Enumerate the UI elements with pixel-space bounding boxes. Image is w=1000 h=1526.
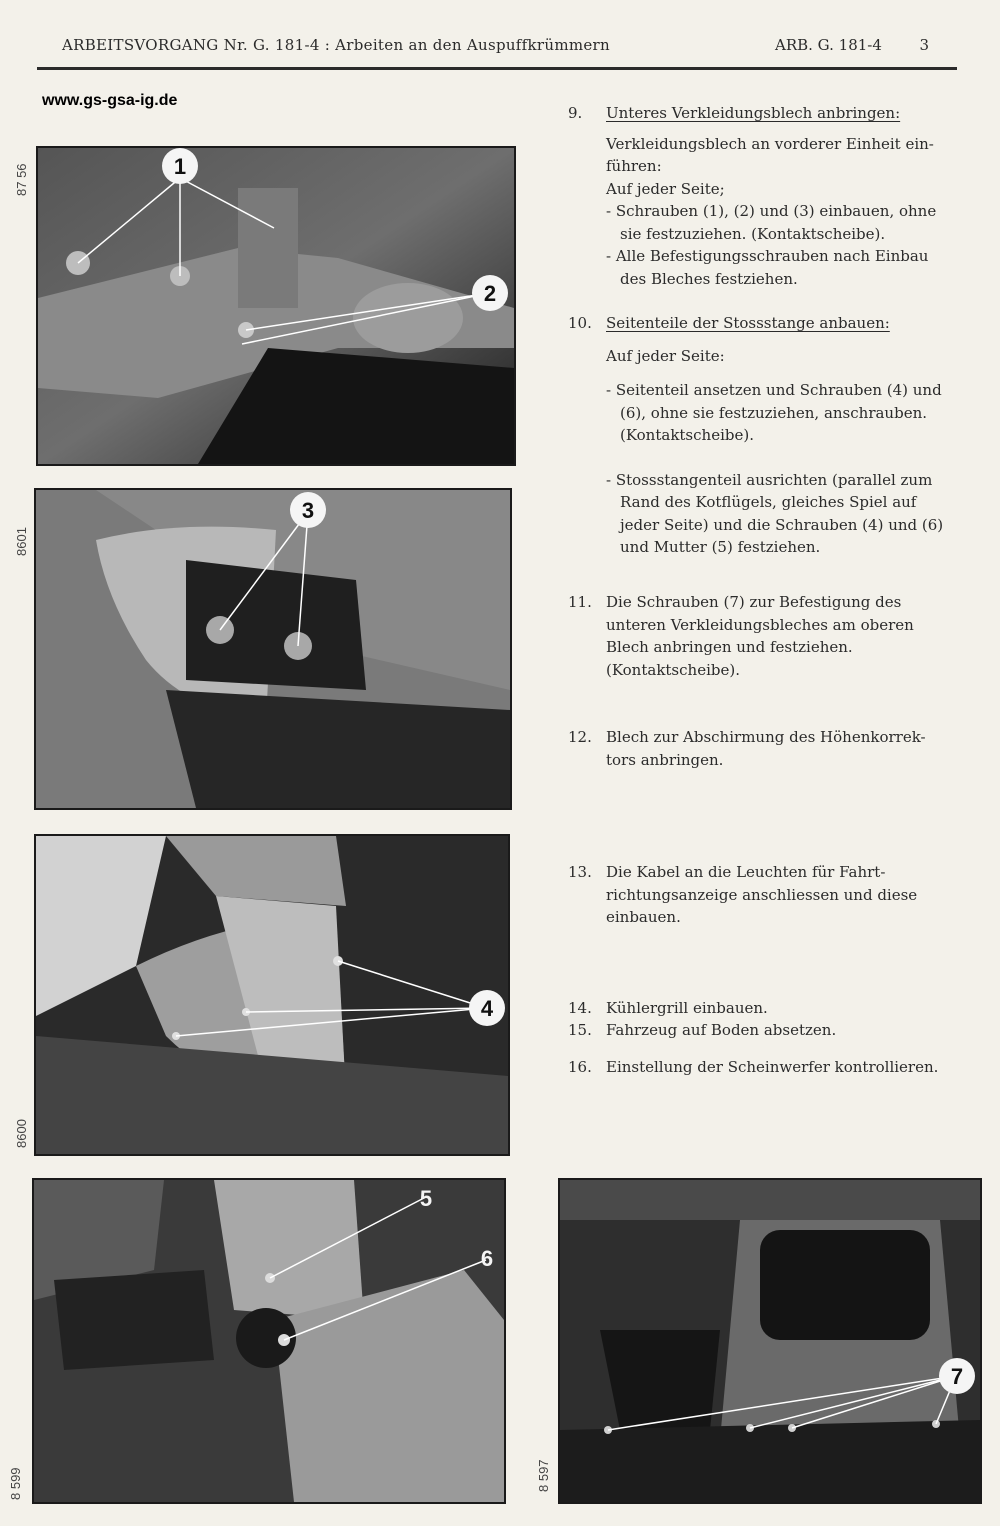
callout-3: 3 xyxy=(301,498,315,523)
callout-1: 1 xyxy=(173,154,187,179)
step-bullet: - Schrauben (1), (2) und (3) einbauen, ohne sie festzuziehen. (Kontaktscheibe). xyxy=(606,202,937,243)
photo-ref-4: 8 599 xyxy=(8,1467,23,1500)
step-number: 14. xyxy=(568,999,592,1017)
step-number: 15. xyxy=(568,1021,592,1039)
step-number: 11. xyxy=(568,593,592,611)
website-link[interactable]: www.gs-gsa-ig.de xyxy=(42,92,178,109)
photo-ref-3: 8600 xyxy=(14,1119,29,1148)
step-text: Blech zur Abschirmung des Höhenkorrek- tors anbringen. xyxy=(606,728,926,769)
step-title: Unteres Verkleidungsblech anbringen: xyxy=(606,104,901,122)
callout-4: 4 xyxy=(480,996,494,1021)
step-number: 12. xyxy=(568,728,592,746)
header-ref: ARB. G. 181-4 xyxy=(775,36,882,54)
step-title: Seitenteile der Stossstange anbauen: xyxy=(606,314,890,332)
step-line: Verkleidungsblech an vorderer Einheit ein- xyxy=(606,134,934,153)
step-bullet: - Seitenteil ansetzen und Schrauben (4) und (6), ohne sie festzuziehen, anschrauben. (Kontaktscheibe). xyxy=(606,381,942,444)
step-line: führen: xyxy=(606,157,662,175)
callout-2: 2 xyxy=(483,281,497,306)
page-number: 3 xyxy=(919,36,930,54)
callout-6: 6 xyxy=(480,1246,494,1271)
step-number: 10. xyxy=(568,314,592,332)
step-bullet: - Alle Befestigungsschrauben nach Einbau des Bleches festziehen. xyxy=(606,247,929,288)
step-text: Fahrzeug auf Boden absetzen. xyxy=(606,1021,837,1039)
step-line: Auf jeder Seite; xyxy=(606,179,725,198)
photo-ref-2: 8601 xyxy=(14,527,29,556)
step-text: Die Kabel an die Leuchten für Fahrt- richtungsanzeige anschliessen und diese einbauen. xyxy=(606,863,918,926)
callout-7: 7 xyxy=(950,1364,964,1389)
step-text: Kühlergrill einbauen. xyxy=(606,999,768,1017)
step-number: 16. xyxy=(568,1058,592,1076)
callout-5: 5 xyxy=(419,1186,433,1211)
page-header-title: ARBEITSVORGANG Nr. G. 181-4 : Arbeiten an den Auspuffkrümmern xyxy=(62,36,610,54)
photo-ref-5: 8 597 xyxy=(536,1459,551,1492)
step-number: 9. xyxy=(568,104,583,122)
step-bullet: - Stossstangenteil ausrichten (parallel zum Rand des Kotflügels, gleiches Spiel auf jeder Seite) und die Schrauben (4) und (6) und Mutter (5) festziehen. xyxy=(606,470,944,556)
step-line: Auf jeder Seite: xyxy=(606,346,725,365)
step-text: Die Schrauben (7) zur Befestigung des unteren Verkleidungsbleches am oberen Blech anbringen und festziehen. (Kontaktscheibe). xyxy=(606,593,914,679)
photo-ref-1: 87 56 xyxy=(14,163,29,196)
step-number: 13. xyxy=(568,863,592,881)
step-text: Einstellung der Scheinwerfer kontrollieren. xyxy=(606,1058,939,1076)
